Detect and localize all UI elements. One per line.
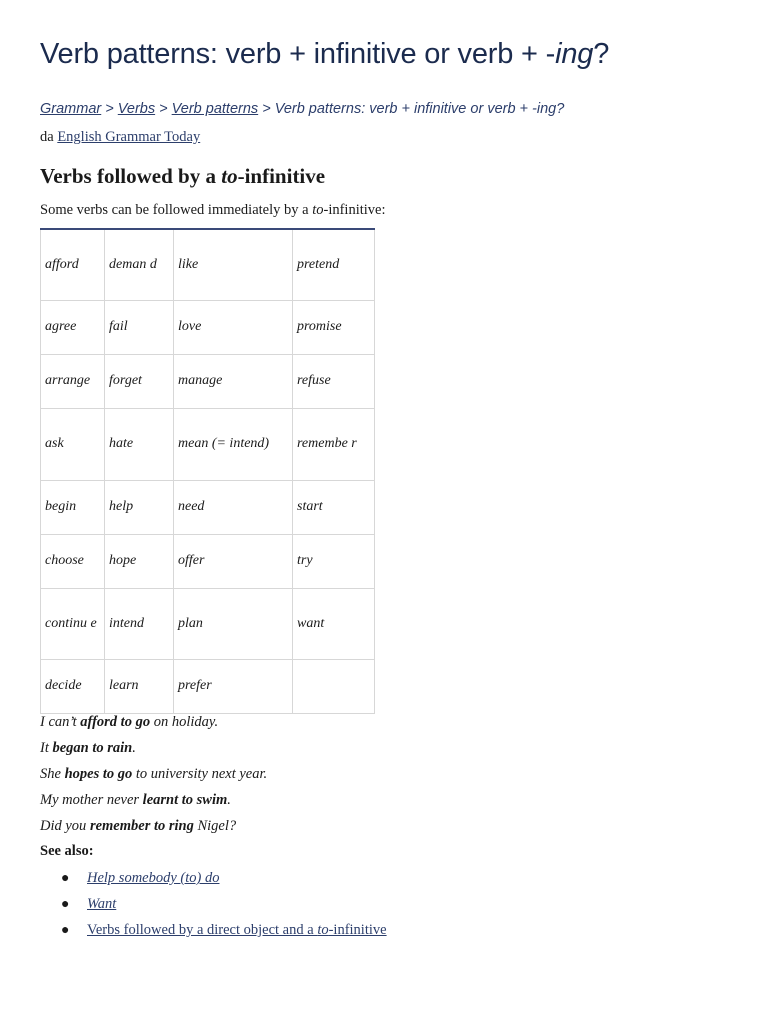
table-cell: plan (174, 588, 293, 659)
table-cell: continu e (41, 588, 105, 659)
see-also-link[interactable]: Verbs followed by a direct object and a to-infinitive (87, 922, 387, 938)
table-cell: intend (105, 588, 174, 659)
example-sentence: She hopes to go to university next year. (40, 766, 268, 782)
see-also-link[interactable]: Help somebody (to) do (87, 870, 220, 886)
table-cell: begin (41, 480, 105, 534)
table-cell: hate (105, 408, 174, 480)
list-item (40, 868, 387, 894)
table-row (41, 659, 375, 713)
table-cell: manage (174, 354, 293, 408)
table-cell: pretend (293, 229, 375, 300)
table-row (41, 300, 375, 354)
see-also-link[interactable]: Want (87, 896, 117, 912)
table-row (41, 588, 375, 659)
table-cell: forget (105, 354, 174, 408)
table-cell: agree (41, 300, 105, 354)
intro-text: Some verbs can be followed immediately by a to-infinitive: (40, 202, 386, 218)
table-cell: hope (105, 534, 174, 588)
table-cell: ask (41, 408, 105, 480)
table-cell: need (174, 480, 293, 534)
bullet-icon: ● (61, 923, 70, 938)
bullet-icon: ● (61, 897, 70, 912)
breadcrumb-current: Verb patterns: verb + infinitive or verb + -ing? (274, 101, 565, 117)
table-cell: arrange (41, 354, 105, 408)
table-cell: help (105, 480, 174, 534)
example-sentence: I can’t afford to go on holiday. (40, 714, 219, 730)
table-row (41, 408, 375, 480)
list-item (40, 920, 387, 946)
page-title: Verb patterns: verb + infinitive or verb + -ing? (40, 38, 610, 70)
breadcrumb-verbs[interactable]: Verbs (117, 101, 156, 117)
see-also-list (40, 868, 387, 946)
table-cell: afford (41, 229, 105, 300)
source-line: da English Grammar Today (40, 129, 201, 145)
breadcrumb-verb-patterns[interactable]: Verb patterns (171, 101, 259, 117)
section-heading: Verbs followed by a to-infinitive (40, 164, 326, 188)
table-row (41, 229, 375, 300)
table-cell: prefer (174, 659, 293, 713)
table-cell: decide (41, 659, 105, 713)
table-cell (293, 659, 375, 713)
table-cell: love (174, 300, 293, 354)
table-cell: want (293, 588, 375, 659)
source-link[interactable]: English Grammar Today (57, 129, 201, 145)
example-sentence: Did you remember to ring Nigel? (40, 818, 237, 834)
examples (40, 712, 267, 842)
table-cell: start (293, 480, 375, 534)
table-cell: refuse (293, 354, 375, 408)
bullet-icon: ● (61, 871, 70, 886)
example-sentence: My mother never learnt to swim. (40, 792, 231, 808)
table-cell: remembe r (293, 408, 375, 480)
table-cell: like (174, 229, 293, 300)
table-cell: try (293, 534, 375, 588)
example-sentence: It began to rain. (40, 740, 136, 756)
list-item (40, 894, 387, 920)
breadcrumb-grammar[interactable]: Grammar (40, 101, 102, 117)
table-cell: mean (= intend) (174, 408, 293, 480)
table-cell: promise (293, 300, 375, 354)
table-row (41, 354, 375, 408)
table-cell: learn (105, 659, 174, 713)
table-row (41, 480, 375, 534)
verb-table (40, 228, 375, 714)
table-cell: offer (174, 534, 293, 588)
see-also-label: See also: (40, 843, 94, 859)
breadcrumb: Grammar > Verbs > Verb patterns > Verb patterns: verb + infinitive or verb + -ing? (40, 101, 565, 117)
table-row (41, 534, 375, 588)
table-cell: fail (105, 300, 174, 354)
table-cell: choose (41, 534, 105, 588)
table-cell: deman d (105, 229, 174, 300)
